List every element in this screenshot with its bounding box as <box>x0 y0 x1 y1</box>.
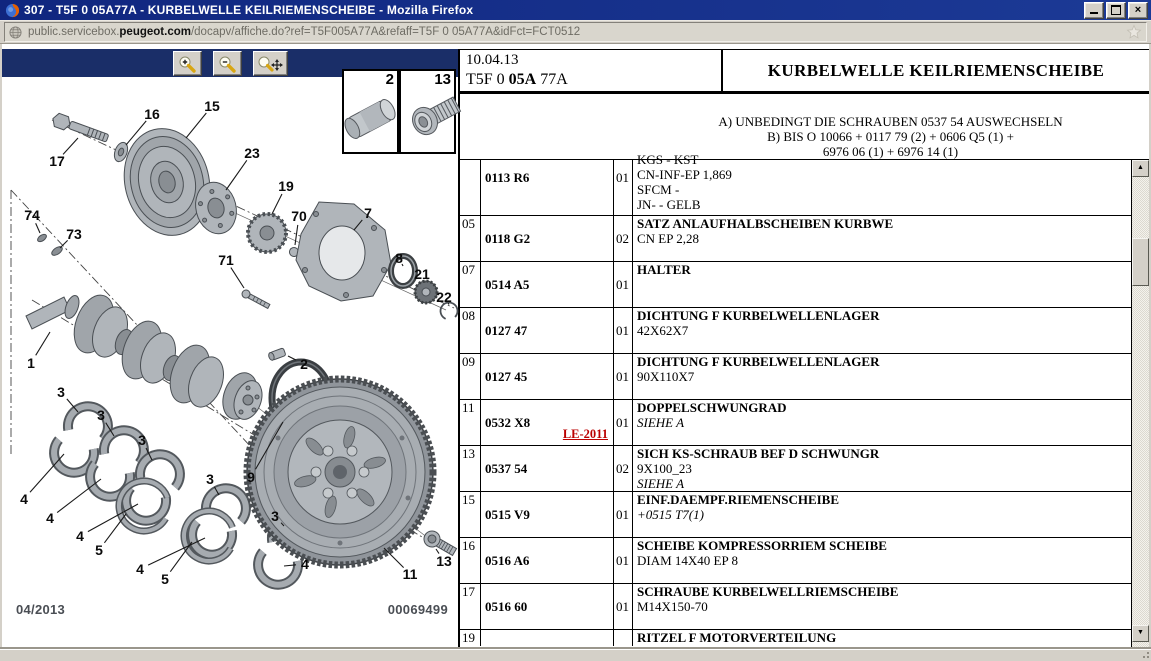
part-number: 0118 G2 <box>481 216 614 261</box>
parts-table <box>460 160 1132 649</box>
callout-22: 22 <box>436 289 452 305</box>
callout-21: 21 <box>414 266 430 282</box>
row-number: 13 <box>460 446 481 491</box>
quantity: 02 <box>614 216 633 261</box>
close-icon: × <box>1135 5 1141 15</box>
doc-ref-block <box>460 50 723 91</box>
callout-4: 4 <box>46 510 54 526</box>
doc-ref: T5F 0 05A 77A <box>466 70 721 89</box>
callout-1: 1 <box>27 355 35 371</box>
table-row <box>460 538 1131 584</box>
parts-panel <box>458 49 1149 649</box>
le-2011-link[interactable]: LE-2011 <box>563 427 608 442</box>
part-number: 0515 V9 <box>481 492 614 537</box>
part-number <box>481 630 614 646</box>
part-description: DICHTUNG F KURBELWELLENLAGER 42X62X7 <box>633 308 1131 353</box>
callout-71: 71 <box>218 252 234 268</box>
part-number: 0537 54 <box>481 446 614 491</box>
part-number: 0532 X8 LE-2011 <box>481 400 614 445</box>
row-number: 05 <box>460 216 481 261</box>
row-number: 19 <box>460 630 481 646</box>
callout-7: 7 <box>364 205 372 221</box>
row-number: 17 <box>460 584 481 629</box>
table-row <box>460 584 1131 630</box>
resize-grip-icon[interactable] <box>1141 651 1150 660</box>
scroll-thumb[interactable] <box>1132 238 1149 286</box>
callout-3: 3 <box>206 471 214 487</box>
scroll-down-button[interactable]: ▼ <box>1132 625 1149 642</box>
key-74 <box>36 233 47 243</box>
bolt-71 <box>241 289 271 310</box>
callout-3: 3 <box>138 432 146 448</box>
minimize-icon <box>1090 4 1098 14</box>
zoom-pan-button[interactable] <box>253 51 288 76</box>
row-number: 16 <box>460 538 481 583</box>
table-row <box>460 262 1131 308</box>
callout-73: 73 <box>66 226 82 242</box>
sprocket-19 <box>248 214 286 252</box>
firefox-icon <box>5 3 20 18</box>
url-field[interactable] <box>4 22 1147 42</box>
callout-3: 3 <box>271 508 279 524</box>
callout-5: 5 <box>161 571 169 587</box>
part-description: DICHTUNG F KURBELWELLENLAGER 90X110X7 <box>633 354 1131 399</box>
part-number: 0113 R6 <box>481 160 614 215</box>
part-description: EINF.DAEMPF.RIEMENSCHEIBE +0515 T7(1) <box>633 492 1131 537</box>
callout-19: 19 <box>278 178 294 194</box>
doc-date: 10.04.13 <box>466 51 721 70</box>
table-row <box>460 400 1131 446</box>
close-button[interactable] <box>1128 2 1148 19</box>
quantity: 01 <box>614 492 633 537</box>
table-row <box>460 160 1131 216</box>
quantity: 01 <box>614 262 633 307</box>
zoom-out-button[interactable] <box>213 51 242 76</box>
callout-17: 17 <box>49 153 65 169</box>
callout-3: 3 <box>57 384 65 400</box>
star-icon[interactable] <box>1126 24 1142 40</box>
quantity: 01 <box>614 584 633 629</box>
row-number: 15 <box>460 492 481 537</box>
diagram-panel <box>2 44 458 649</box>
callout-16: 16 <box>144 106 160 122</box>
quantity: 01 <box>614 354 633 399</box>
callout-8: 8 <box>395 250 403 266</box>
window-title: 307 - T5F 0 05A77A - KURBELWELLE KEILRIEMENSCHEIBE - Mozilla Firefox <box>24 3 1084 17</box>
zoom-in-icon <box>177 55 197 73</box>
table-row <box>460 216 1131 262</box>
row-number: 08 <box>460 308 481 353</box>
quantity: 01 <box>614 400 633 445</box>
thumbnail-label: 2 <box>386 71 394 88</box>
notes: A) UNBEDINGT DIE SCHRAUBEN 0537 54 AUSWECHSELN B) BIS O 10066 + 0117 79 (2) + 0606 Q5 (1) + 6976 06 (1) + 6976 14 (1) <box>460 94 1149 160</box>
quantity: 01 <box>614 538 633 583</box>
crankshaft-1 <box>26 290 267 424</box>
callout-13: 13 <box>436 553 452 569</box>
callout-11: 11 <box>403 566 418 582</box>
quantity <box>614 630 633 646</box>
callout-15: 15 <box>204 98 220 114</box>
table-row <box>460 492 1131 538</box>
quantity: 01 <box>614 160 633 215</box>
content-frame <box>0 44 1151 649</box>
address-bar <box>0 20 1151 44</box>
part-number: 0127 47 <box>481 308 614 353</box>
zoom-pan-icon <box>256 55 284 73</box>
part-description: HALTER <box>633 262 1131 307</box>
table-row <box>460 446 1131 492</box>
callout-23: 23 <box>244 145 260 161</box>
part-description: KGS - KST CN-INF-EP 1,869 SFCM - JN- - GELB <box>633 160 1131 215</box>
row-number: 07 <box>460 262 481 307</box>
part-description: SCHRAUBE KURBELWELLRIEMSCHEIBE M14X150-70 <box>633 584 1131 629</box>
part-description: SCHEIBE KOMPRESSORRIEM SCHEIBE DIAM 14X40 EP 8 <box>633 538 1131 583</box>
sprocket-21 <box>415 281 437 303</box>
scrollbar[interactable] <box>1132 160 1149 649</box>
pin-2 <box>268 348 286 361</box>
callout-2: 2 <box>300 356 308 372</box>
maximize-icon <box>1111 5 1121 15</box>
part-number: 0516 A6 <box>481 538 614 583</box>
part-number: 0127 45 <box>481 354 614 399</box>
row-number: 09 <box>460 354 481 399</box>
diagram-date: 04/2013 <box>16 602 65 617</box>
callout-4: 4 <box>20 491 28 507</box>
thumbnail-part-13[interactable] <box>399 69 456 154</box>
part-description: SICH KS-SCHRAUB BEF D SCHWUNGR 9X100_23 SIEHE A <box>633 446 1131 491</box>
minimize-button[interactable] <box>1084 2 1104 19</box>
callout-70: 70 <box>291 208 307 224</box>
callout-4: 4 <box>136 561 144 577</box>
seal-plate-7 <box>296 202 391 301</box>
bolt-17 <box>51 112 110 145</box>
table-row <box>460 354 1131 400</box>
callout-9: 9 <box>247 469 255 485</box>
part-number: 0516 60 <box>481 584 614 629</box>
table-row <box>460 630 1131 646</box>
zoom-in-button[interactable] <box>173 51 202 76</box>
page-title: KURBELWELLE KEILRIEMENSCHEIBE <box>723 50 1149 91</box>
row-number <box>460 160 481 215</box>
flywheel-11 <box>247 379 433 565</box>
part-description: SATZ ANLAUFHALBSCHEIBEN KURBWE CN EP 2,28 <box>633 216 1131 261</box>
part-description: DOPPELSCHWUNGRAD SIEHE A <box>633 400 1131 445</box>
row-number: 11 <box>460 400 481 445</box>
thumbnail-part-2[interactable] <box>342 69 399 154</box>
callout-5: 5 <box>95 542 103 558</box>
callout-3: 3 <box>97 407 105 423</box>
quantity: 01 <box>614 308 633 353</box>
thumbnail-label: 13 <box>434 71 451 88</box>
part-description: RITZEL F MOTORVERTEILUNG <box>633 630 1131 646</box>
callout-4: 4 <box>301 556 309 572</box>
title-bar <box>0 0 1151 20</box>
status-bar <box>0 649 1151 661</box>
globe-icon <box>9 26 22 39</box>
url-text: public.servicebox.peugeot.com/docapv/affiche.do?ref=T5F005A77A&refaff=T5F 0 05A77A&idFct=FCT0512 <box>28 26 1122 38</box>
quantity: 02 <box>614 446 633 491</box>
callout-4: 4 <box>76 528 84 544</box>
doc-header <box>460 50 1149 94</box>
table-row <box>460 308 1131 354</box>
callout-74: 74 <box>24 207 40 223</box>
zoom-out-icon <box>217 55 237 73</box>
maximize-button[interactable] <box>1106 2 1126 19</box>
part-number: 0514 A5 <box>481 262 614 307</box>
scroll-up-button[interactable]: ▲ <box>1132 160 1149 177</box>
diagram-number: 00069499 <box>388 602 448 617</box>
